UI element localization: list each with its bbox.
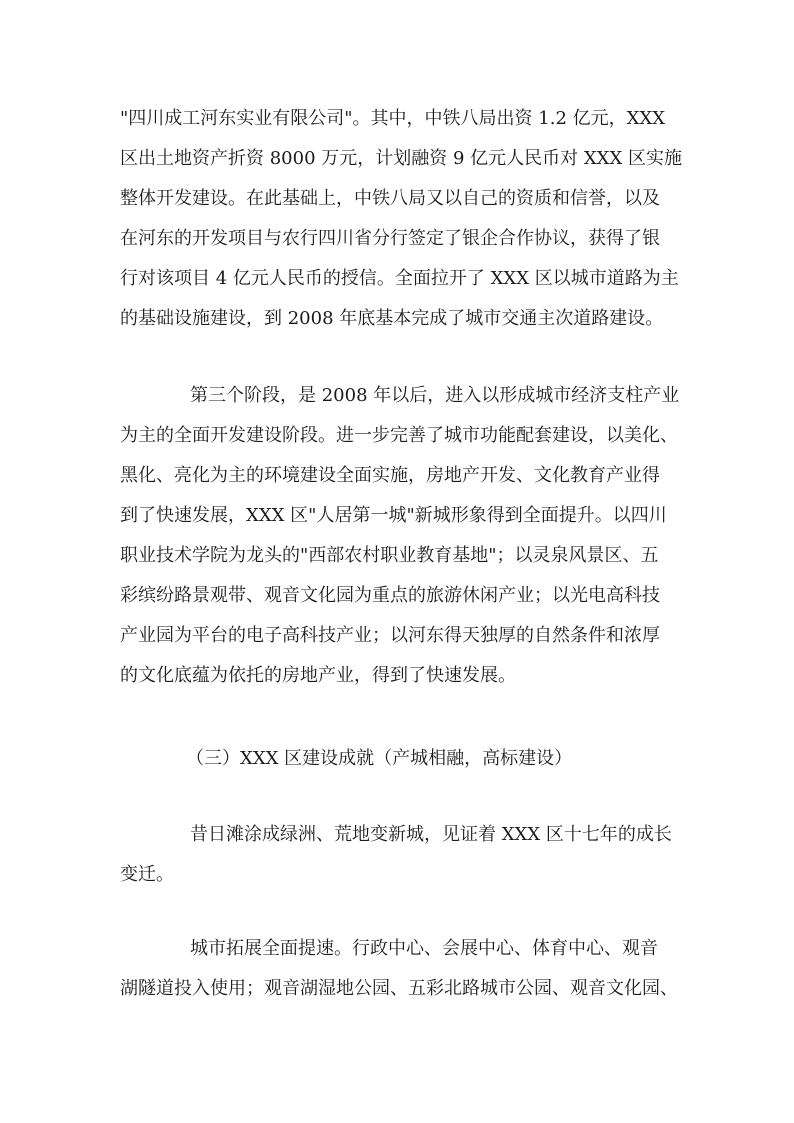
text-line: 在河东的开发项目与农行四川省分行签定了银企合作协议，获得了银 xyxy=(120,228,660,249)
text-line: 彩缤纷路景观带、观音文化园为重点的旅游休闲产业；以光电高科技 xyxy=(120,585,660,606)
text-line: 整体开发建设。在此基础上，中铁八局又以自己的资质和信誉，以及 xyxy=(120,188,660,209)
text-line: 的基础设施建设，到 2008 年底基本完成了城市交通主次道路建设。 xyxy=(120,308,664,329)
text-line: 湖隧道投入使用；观音湖湿地公园、五彩北路城市公园、观音文化园、 xyxy=(120,978,678,999)
text-line: 职业技术学院为龙头的"西部农村职业教育基地"；以灵泉风景区、五 xyxy=(120,545,659,566)
paragraph-project-financing xyxy=(120,99,683,339)
text-line: "四川成工河东实业有限公司"。其中，中铁八局出资 1.2 亿元，XXX xyxy=(120,108,666,129)
text-line: 到了快速发展，XXX 区"人居第一城"新城形象得到全面提升。以四川 xyxy=(120,505,667,526)
paragraph-growth xyxy=(120,815,680,895)
paragraph-city-expansion xyxy=(120,929,680,1009)
text-line: 为主的全面开发建设阶段。进一步完善了城市功能配套建设，以美化、 xyxy=(120,425,678,446)
text-line: 变迁。 xyxy=(120,864,174,885)
text-line: 第三个阶段，是 2008 年以后，进入以形成城市经济支柱产业 xyxy=(190,385,680,406)
text-line: 行对该项目 4 亿元人民币的授信。全面拉开了 XXX 区以城市道路为主 xyxy=(120,268,679,289)
text-line: 的文化底蕴为依托的房地产业，得到了快速发展。 xyxy=(120,665,516,686)
text-line: 黑化、亮化为主的环境建设全面实施，房地产开发、文化教育产业得 xyxy=(120,465,660,486)
section-heading xyxy=(120,739,680,779)
text-line: 产业园为平台的电子高科技产业；以河东得天独厚的自然条件和浓厚 xyxy=(120,625,660,646)
text-line: 城市拓展全面提速。行政中心、会展中心、体育中心、观音 xyxy=(190,938,658,959)
paragraph-third-stage xyxy=(120,376,680,696)
text-line: 区出土地资产折资 8000 万元，计划融资 9 亿元人民币对 XXX 区实施 xyxy=(120,148,683,169)
section-heading-text: （三）XXX 区建设成就（产城相融，高标建设） xyxy=(186,748,573,769)
text-line: 昔日滩涂成绿洲、荒地变新城，见证着 XXX 区十七年的成长 xyxy=(190,824,672,845)
